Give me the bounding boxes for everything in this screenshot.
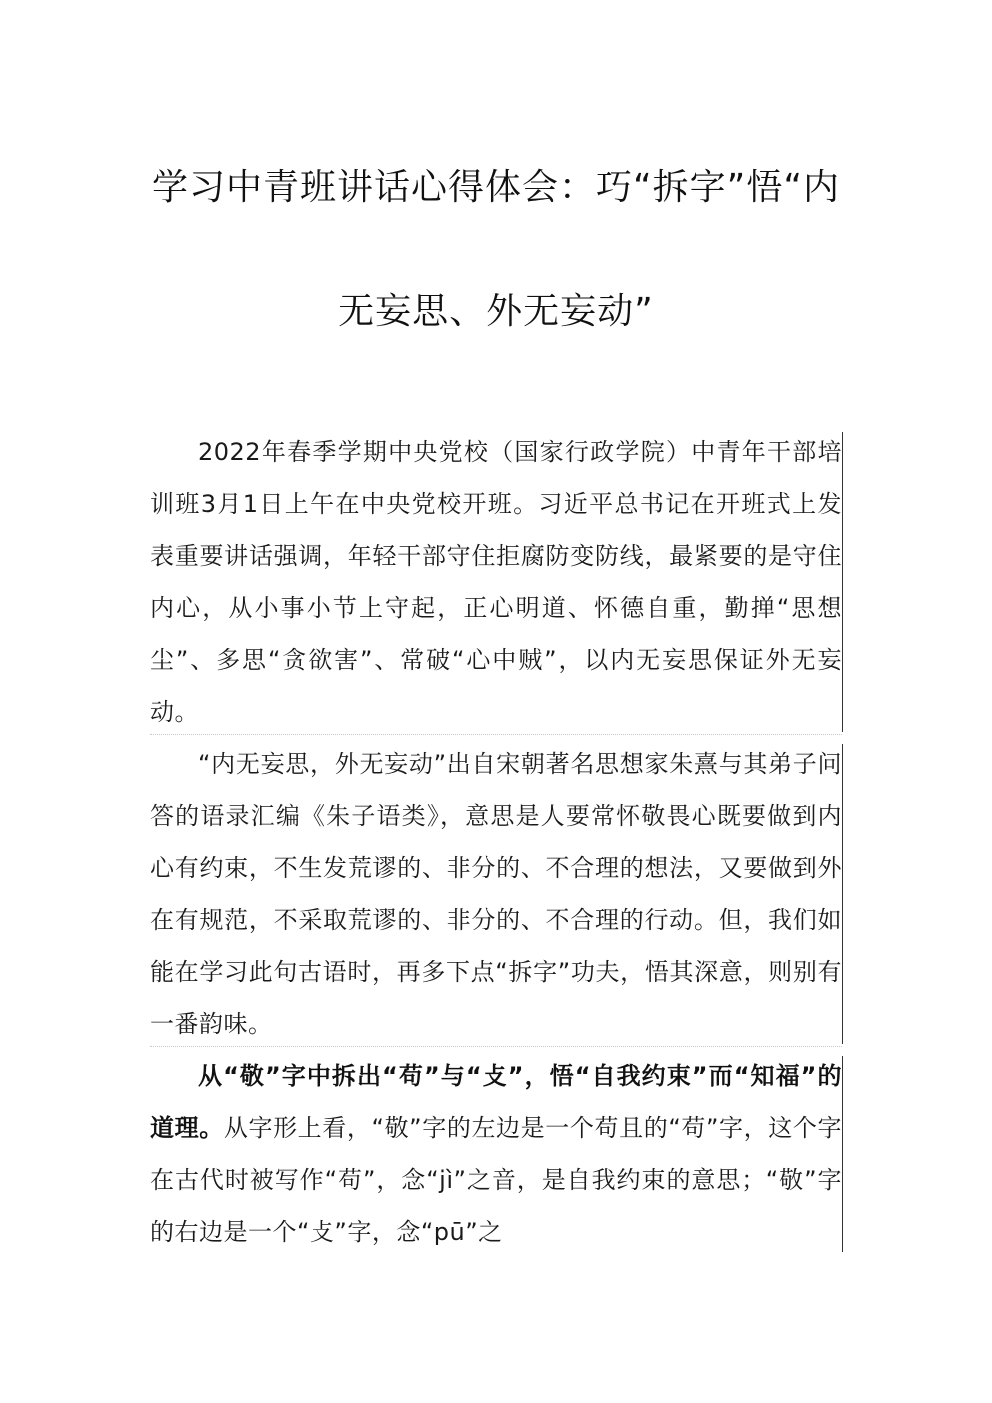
paragraph-1: 2022年春季学期中央党校（国家行政学院）中青年干部培训班3月1日上午在中央党校开班。习近平总书记在开班式上发表重要讲话强调，年轻干部守住拒腐防变防线，最紧要的是守住内心，从小事小节上守起，正心明道、怀德自重，勤掸“思想尘”、多思“贪欲害”、常破“心中贼”，以内无妄思保证外无妄动。 bbox=[150, 438, 842, 726]
paragraph-3-body: 从字形上看，“敬”字的左边是一个苟且的“苟”字，这个字在古代时被写作“苟”，念“jì”之音，是自我约束的意思；“敬”字的右边是一个“攴”字，念“pū”之 bbox=[150, 1114, 843, 1246]
paragraph-edge-marker bbox=[842, 432, 843, 732]
document-title-line-1: 学习中青班讲话心得体会：巧“拆字”悟“内 bbox=[152, 167, 840, 208]
paragraph-3-bold-lead: 从“敬”字中拆出“苟”与“攴”，悟“自我约束”而“知福”的道理。 bbox=[150, 1062, 842, 1142]
paragraph-divider bbox=[150, 734, 842, 735]
paragraph-divider bbox=[150, 1046, 842, 1047]
paragraph-edge-marker bbox=[842, 744, 843, 1044]
document-title-line-2: 无妄思、外无妄动” bbox=[338, 291, 654, 332]
paragraph-2: “内无妄思，外无妄动”出自宋朝著名思想家朱熹与其弟子问答的语录汇编《朱子语类》，意思是人要常怀敬畏心既要做到内心有约束，不生发荒谬的、非分的、不合理的想法，又要做到外在有规范，不采取荒谬的、非分的、不合理的行动。但，我们如能在学习此句古语时，再多下点“拆字”功夫，悟其深意，则别有一番韵味。 bbox=[150, 750, 842, 1038]
paragraph-3 bbox=[150, 1050, 842, 1258]
paragraph-edge-marker bbox=[842, 1056, 843, 1252]
